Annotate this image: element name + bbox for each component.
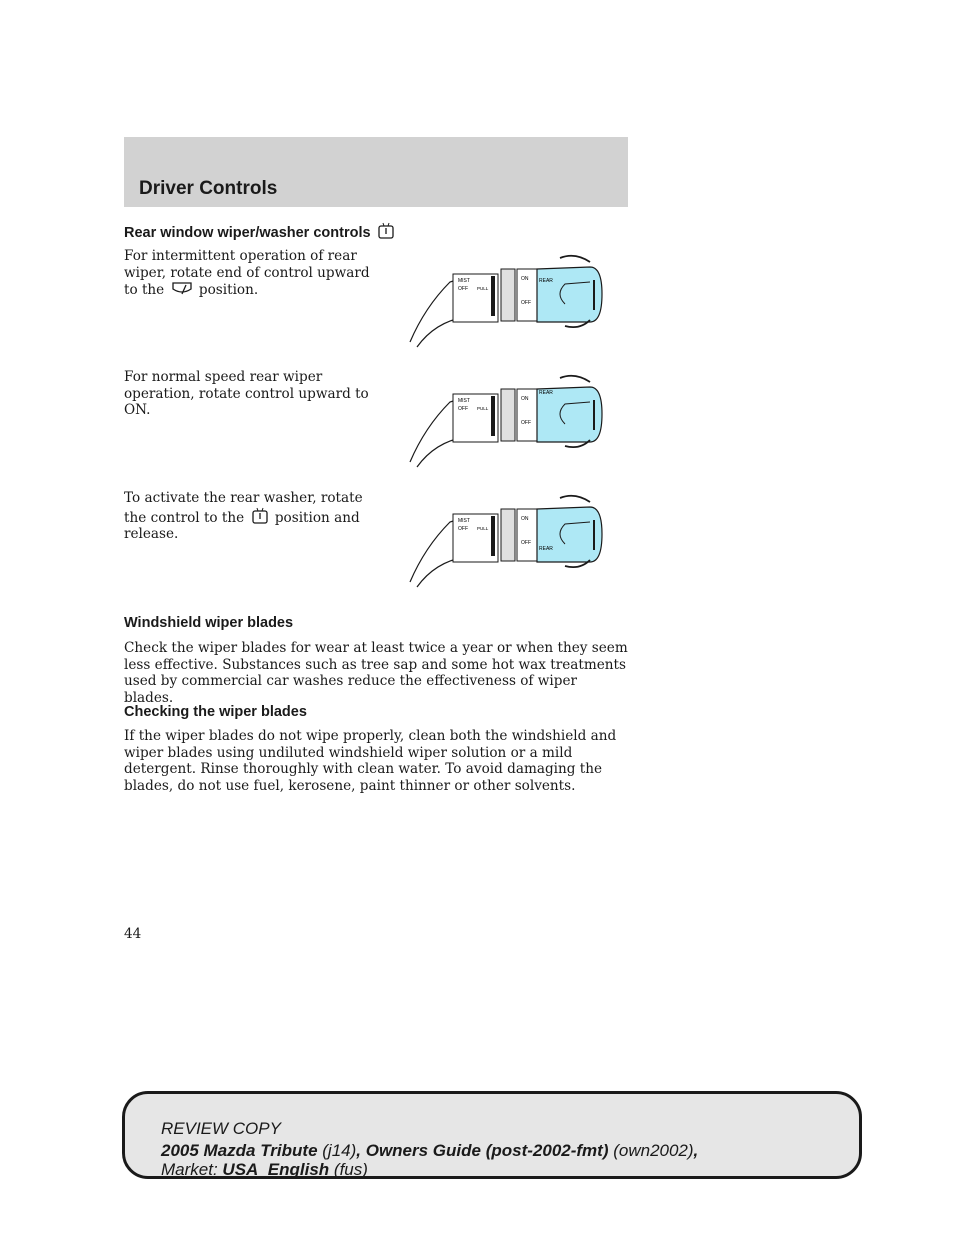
rear-wiper-heading-text: Rear window wiper/washer controls xyxy=(124,225,371,241)
checking-blades-paragraph: If the wiper blades do not wipe properly, clean both the windshield and wiper blades using undiluted windshield wiper solution or a mild detergent. Rinse thoroughly with clean water. To avoid damaging the blades, do not use fuel, kerosene, paint thinner or other solvents. xyxy=(124,728,617,794)
footer-market-code: (fus) xyxy=(333,1160,368,1179)
stalk-figure-washer xyxy=(405,492,610,592)
footer-review-line: REVIEW COPY xyxy=(161,1119,281,1138)
rear-label: REAR xyxy=(539,278,553,284)
page-title: Driver Controls xyxy=(139,178,278,199)
mist-label: MIST xyxy=(458,518,470,524)
rear-label: REAR xyxy=(539,390,553,396)
footer-market-line xyxy=(161,1160,368,1180)
off2-label: OFF xyxy=(521,420,531,426)
normal-speed-paragraph: For normal speed rear wiper operation, rotate control upward to ON. xyxy=(124,369,369,418)
off2-label: OFF xyxy=(521,300,531,306)
washer-text-end: position and release. xyxy=(124,509,360,542)
stalk-figure-intermittent xyxy=(405,252,610,352)
stalk-figure-on xyxy=(405,372,610,472)
footer-model: 2005 Mazda Tribute xyxy=(161,1141,318,1160)
checking-blades-heading: Checking the wiper blades xyxy=(124,704,307,720)
mist-label: MIST xyxy=(458,398,470,404)
footer-model-line xyxy=(161,1141,698,1161)
footer-model-code: (j14) xyxy=(322,1141,357,1160)
rear-label: REAR xyxy=(539,546,553,552)
rear-washer-inline-icon xyxy=(251,507,269,525)
rear-washer-icon xyxy=(377,222,395,240)
footer-market-label: Market: xyxy=(161,1160,218,1179)
page-number: 44 xyxy=(124,926,142,942)
mist-label: MIST xyxy=(458,278,470,284)
on-label: ON xyxy=(521,396,529,402)
off2-label: OFF xyxy=(521,540,531,546)
intermittent-text-end: position. xyxy=(198,282,259,298)
pull-label: PULL xyxy=(477,286,489,291)
intermittent-paragraph xyxy=(124,248,374,299)
footer-guide: , Owners Guide (post-2002-fmt) xyxy=(356,1141,609,1160)
wiper-blades-heading: Windshield wiper blades xyxy=(124,615,294,631)
on-label: ON xyxy=(521,276,529,282)
footer-market: USA_English xyxy=(222,1160,330,1179)
wiper-blades-paragraph: Check the wiper blades for wear at least twice a year or when they seem less effective. Substances such as tree sap and some hot wax treatments used by commercial car washes reduce the effectiveness of wiper blades. xyxy=(124,640,628,706)
intermittent-text: For intermittent operation of rear wiper, rotate end of control upward to the xyxy=(124,248,370,298)
on-label: ON xyxy=(521,516,529,522)
pull-label: PULL xyxy=(477,406,489,411)
footer-guide-code: (own2002) xyxy=(613,1141,694,1160)
washer-paragraph xyxy=(124,490,374,543)
footer-comma: , xyxy=(693,1141,699,1160)
off-label: OFF xyxy=(458,526,468,532)
off-label: OFF xyxy=(458,406,468,412)
off-label: OFF xyxy=(458,286,468,292)
rear-wiper-icon xyxy=(171,281,193,297)
pull-label: PULL xyxy=(477,526,489,531)
rear-wiper-heading xyxy=(124,222,397,241)
washer-text: To activate the rear washer, rotate the control to the xyxy=(124,490,363,526)
